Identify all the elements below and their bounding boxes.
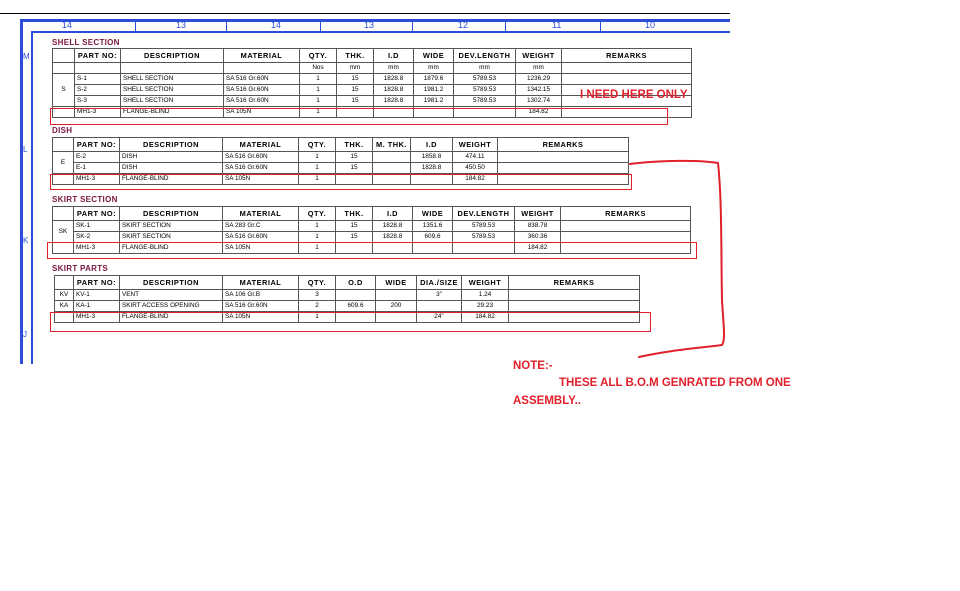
- column-header: PART NO:: [74, 276, 120, 290]
- cell-weight: 1.24: [462, 290, 509, 301]
- cell-wide: 1981.2: [414, 96, 454, 107]
- unit-cell: mm: [374, 63, 414, 74]
- cell-material: SA 106 Gr.B: [223, 290, 299, 301]
- group-label: E: [53, 152, 74, 174]
- cell-weight: 184.82: [462, 312, 509, 323]
- column-header: QTY.: [299, 276, 336, 290]
- cell-thk: 15: [336, 232, 373, 243]
- cell-part-no: KA-1: [74, 301, 120, 312]
- cell-weight: 838.78: [515, 221, 561, 232]
- column-header: THK.: [336, 207, 373, 221]
- cell-description: DISH: [120, 152, 223, 163]
- cell-description: FLANGE-BLIND: [120, 312, 223, 323]
- cell-description: SKIRT SECTION: [120, 232, 223, 243]
- column-header: WEIGHT: [462, 276, 509, 290]
- cell-part-no: MH1-3: [75, 107, 121, 118]
- cell-part-no: S-1: [75, 74, 121, 85]
- cell-part-no: E-2: [74, 152, 120, 163]
- group-label: KV: [55, 290, 74, 301]
- column-header: O.D: [336, 276, 376, 290]
- cell-weight: 1342.15: [516, 85, 562, 96]
- column-header: QTY.: [300, 49, 337, 63]
- cell-part-no: MH1-3: [74, 243, 120, 254]
- cell-description: FLANGE-BLIND: [120, 174, 223, 185]
- cell-thk: 15: [336, 163, 373, 174]
- column-header: REMARKS: [509, 276, 640, 290]
- note-label: NOTE:-: [513, 360, 553, 372]
- zone-label-left: K: [23, 236, 29, 245]
- cell-weight: 1302.74: [516, 96, 562, 107]
- unit-cell: mm: [454, 63, 516, 74]
- cell-dev-length: 5789.53: [453, 232, 515, 243]
- column-header: WEIGHT: [515, 207, 561, 221]
- zone-label-top: 13: [176, 20, 187, 30]
- column-header: QTY.: [299, 207, 336, 221]
- column-header: WEIGHT: [453, 138, 498, 152]
- cell-description: SKIRT SECTION: [120, 221, 223, 232]
- cell-part-no: SK-1: [74, 221, 120, 232]
- cell-description: DISH: [120, 163, 223, 174]
- cell-dev-length: 5789.53: [454, 85, 516, 96]
- column-header: I.D: [373, 207, 413, 221]
- cell-description: SKIRT ACCESS OPENING: [120, 301, 223, 312]
- cell-part-no: S-3: [75, 96, 121, 107]
- column-header: M. THK.: [373, 138, 411, 152]
- section-title-skirt: SKIRT SECTION: [52, 195, 118, 204]
- cell-id: 1828.8: [374, 85, 414, 96]
- section-title-skirt-parts: SKIRT PARTS: [52, 264, 109, 273]
- cell-qty: 1: [299, 163, 336, 174]
- column-header: DESCRIPTION: [121, 49, 224, 63]
- zone-label-left: J: [23, 330, 27, 339]
- column-header: DEV.LENGTH: [453, 207, 515, 221]
- cell-thk: 15: [337, 96, 374, 107]
- cell-qty: 1: [300, 96, 337, 107]
- column-header: MATERIAL: [223, 276, 299, 290]
- cell-dia-size: 3": [417, 290, 462, 301]
- cell-dia-size: 24": [417, 312, 462, 323]
- cell-description: FLANGE-BLIND: [120, 243, 223, 254]
- column-header: REMARKS: [561, 207, 691, 221]
- unit-cell: Nos: [300, 63, 337, 74]
- column-header: DIA./SIZE: [417, 276, 462, 290]
- cell-weight: 29.23: [462, 301, 509, 312]
- cell-thk: 15: [337, 74, 374, 85]
- cell-qty: 1: [299, 152, 336, 163]
- cell-weight: 1236.29: [516, 74, 562, 85]
- column-header: REMARKS: [562, 49, 692, 63]
- zone-label-top: 14: [62, 20, 73, 30]
- column-header: WIDE: [376, 276, 417, 290]
- cell-part-no: MH1-3: [74, 174, 120, 185]
- cell-thk: 15: [336, 221, 373, 232]
- column-header: I.D: [411, 138, 453, 152]
- cell-qty: 1: [299, 221, 336, 232]
- column-header: THK.: [336, 138, 373, 152]
- cell-material: SA 105N: [223, 243, 299, 254]
- unit-cell: mm: [516, 63, 562, 74]
- cell-weight: 184.82: [515, 243, 561, 254]
- cell-qty: 1: [299, 312, 336, 323]
- cell-material: SA 105N: [224, 107, 300, 118]
- cell-qty: 1: [300, 85, 337, 96]
- column-header: DESCRIPTION: [120, 207, 223, 221]
- section-title-shell: SHELL SECTION: [52, 38, 120, 47]
- cell-description: SHELL SECTION: [121, 96, 224, 107]
- cell-part-no: MH1-3: [74, 312, 120, 323]
- column-header: QTY.: [299, 138, 336, 152]
- zone-label-top: 10: [645, 20, 656, 30]
- column-header: THK.: [337, 49, 374, 63]
- column-header: REMARKS: [498, 138, 629, 152]
- cell-qty: 3: [299, 290, 336, 301]
- cell-dev-length: 5789.53: [454, 96, 516, 107]
- note-line-1: THESE ALL B.O.M GENRATED FROM ONE: [559, 377, 791, 389]
- cell-description: FLANGE-BLIND: [121, 107, 224, 118]
- cell-wide: 200: [376, 301, 417, 312]
- cell-material: SA 516 Gr.60N: [224, 74, 300, 85]
- cell-description: VENT: [120, 290, 223, 301]
- cell-id: 1828.8: [373, 221, 413, 232]
- column-header: WIDE: [414, 49, 454, 63]
- cell-thk: 15: [336, 152, 373, 163]
- zone-label-top: 14: [271, 20, 282, 30]
- zone-label-left: L: [23, 145, 28, 154]
- zone-label-left: M: [23, 52, 30, 61]
- cell-wide: 609.6: [413, 232, 453, 243]
- cell-dev-length: 5789.53: [453, 221, 515, 232]
- cell-qty: 2: [299, 301, 336, 312]
- cell-description: SHELL SECTION: [121, 85, 224, 96]
- cell-qty: 1: [300, 107, 337, 118]
- column-header: MATERIAL: [224, 49, 300, 63]
- cell-wide: 1351.6: [413, 221, 453, 232]
- section-title-dish: DISH: [52, 126, 73, 135]
- cell-material: SA 516 Gr.60N: [223, 152, 299, 163]
- column-header: DESCRIPTION: [120, 138, 223, 152]
- zone-label-top: 13: [364, 20, 375, 30]
- column-header: PART NO:: [74, 138, 120, 152]
- cell-part-no: E-1: [74, 163, 120, 174]
- cell-weight: 184.82: [516, 107, 562, 118]
- column-header: WEIGHT: [516, 49, 562, 63]
- unit-cell: mm: [414, 63, 454, 74]
- cell-wide: 1879.6: [414, 74, 454, 85]
- cell-material: SA 105N: [223, 312, 299, 323]
- cell-material: SA 516 Gr.60N: [224, 96, 300, 107]
- cell-weight: 360.36: [515, 232, 561, 243]
- cell-weight: 184.82: [453, 174, 498, 185]
- column-header: I.D: [374, 49, 414, 63]
- cell-dev-length: 5789.53: [454, 74, 516, 85]
- cell-part-no: S-2: [75, 85, 121, 96]
- unit-cell: mm: [337, 63, 374, 74]
- cell-weight: 474.11: [453, 152, 498, 163]
- zone-label-top: 12: [458, 20, 469, 30]
- zone-label-top: 11: [552, 20, 562, 30]
- cell-material: SA 516 Gr.60N: [223, 301, 299, 312]
- cell-part-no: KV-1: [74, 290, 120, 301]
- cell-id: 1858.8: [411, 152, 453, 163]
- note-line-2: ASSEMBLY..: [513, 395, 581, 407]
- cell-material: SA 516 Gr.60N: [223, 232, 299, 243]
- group-label: S: [53, 74, 75, 107]
- column-header: DESCRIPTION: [120, 276, 223, 290]
- cell-qty: 1: [299, 232, 336, 243]
- cell-qty: 1: [299, 243, 336, 254]
- cell-id: 1828.8: [411, 163, 453, 174]
- column-header: PART NO:: [74, 207, 120, 221]
- cell-id: 1828.8: [373, 232, 413, 243]
- column-header: MATERIAL: [223, 207, 299, 221]
- group-label: KA: [55, 301, 74, 312]
- cell-description: SHELL SECTION: [121, 74, 224, 85]
- column-header: PART NO:: [75, 49, 121, 63]
- cell-part-no: SK-2: [74, 232, 120, 243]
- group-label: SK: [53, 221, 74, 243]
- cell-material: SA 105N: [223, 174, 299, 185]
- cell-material: SA 516 Gr.60N: [223, 163, 299, 174]
- cell-wide: 1981.2: [414, 85, 454, 96]
- column-header: DEV.LENGTH: [454, 49, 516, 63]
- column-header: WIDE: [413, 207, 453, 221]
- callout-text: I NEED HERE ONLY: [580, 89, 688, 101]
- column-header: MATERIAL: [223, 138, 299, 152]
- cell-weight: 450.50: [453, 163, 498, 174]
- cell-id: 1828.8: [374, 74, 414, 85]
- cell-qty: 1: [300, 74, 337, 85]
- cell-od: 609.6: [336, 301, 376, 312]
- cell-id: 1828.8: [374, 96, 414, 107]
- cell-thk: 15: [337, 85, 374, 96]
- cell-qty: 1: [299, 174, 336, 185]
- cell-material: SA 516 Gr.60N: [224, 85, 300, 96]
- cell-material: SA 283 Gr.C: [223, 221, 299, 232]
